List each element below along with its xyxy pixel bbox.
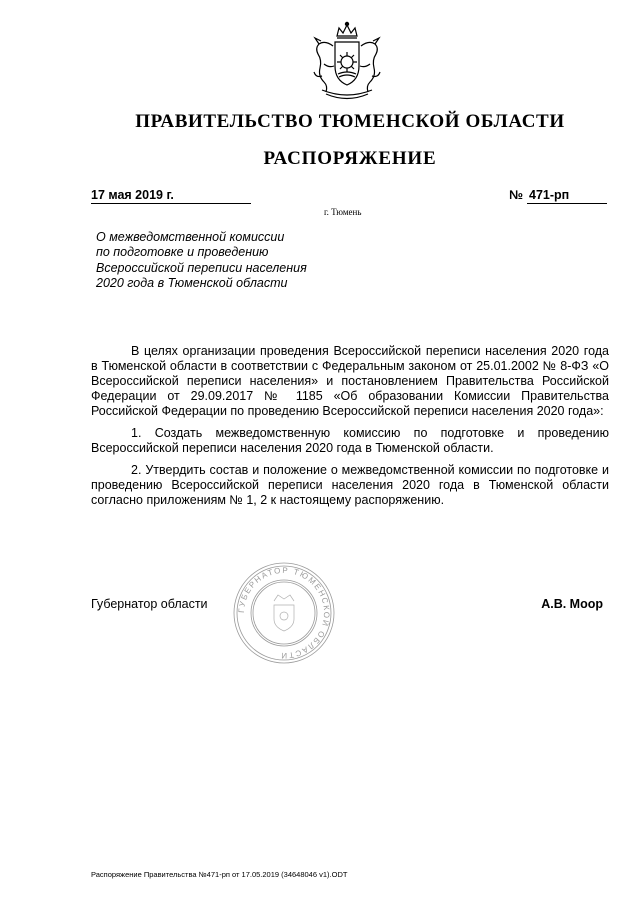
document-number-field bbox=[509, 188, 605, 202]
coat-of-arms-icon bbox=[306, 20, 388, 104]
document-subject bbox=[96, 230, 356, 292]
body-paragraph-preamble: В целях организации проведения Всероссийской переписи населения 2020 года в Тюменской области в соответствии с Федеральным законом от 25.01.2002 № 8-ФЗ «О Всероссийской переписи населения» и постановлением Правительства Российской Федерации от 29.09.2017 № 1185 «Об образовании Комиссии Правительства Российской Федерации по проведению Всероссийской переписи населения 2020 года»: bbox=[91, 344, 609, 418]
document-body bbox=[91, 344, 609, 515]
document-footer: Распоряжение Правительства №471-рп от 17.05.2019 (34648046 v1).ODT bbox=[91, 870, 348, 879]
subject-line: Всероссийской переписи населения bbox=[96, 260, 307, 275]
official-seal-icon bbox=[232, 561, 336, 665]
subject-line: О межведомственной комиссии bbox=[96, 230, 285, 244]
city-label: г. Тюмень bbox=[324, 207, 362, 217]
body-paragraph-item-1: 1. Создать межведомственную комиссию по подготовке и проведению Всероссийской переписи населения 2020 года в Тюменской области. bbox=[91, 426, 609, 455]
seal-text: ГУБЕРНАТОР ТЮМЕНСКОЙ ОБЛАСТИ bbox=[236, 565, 332, 661]
body-paragraph-item-2: 2. Утвердить состав и положение о межведомственной комиссии по подготовке и проведению Всероссийской переписи населения 2020 года в Тюменской области согласно приложениям № 1, 2 к настоящему распоряжению. bbox=[91, 463, 609, 507]
subject-line: 2020 года в Тюменской области bbox=[96, 276, 288, 291]
signatory-name: А.В. Моор bbox=[541, 597, 603, 611]
document-date: 17 мая 2019 г. bbox=[91, 188, 251, 204]
number-sign: № bbox=[509, 188, 523, 202]
government-title: ПРАВИТЕЛЬСТВО ТЮМЕНСКОЙ ОБЛАСТИ bbox=[135, 111, 565, 132]
signatory-position: Губернатор области bbox=[91, 597, 208, 611]
document-number: 471-рп bbox=[527, 188, 607, 204]
subject-line: по подготовке и проведению bbox=[96, 245, 269, 260]
document-type-title: РАСПОРЯЖЕНИЕ bbox=[263, 148, 437, 169]
